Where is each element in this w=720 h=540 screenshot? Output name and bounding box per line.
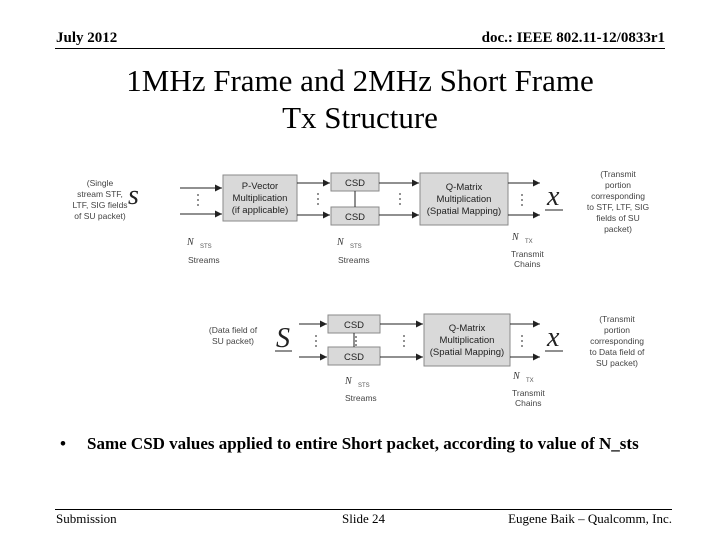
d2-n1-label: Streams — [345, 393, 377, 403]
slide-title-line2: Tx Structure — [282, 100, 438, 135]
d2-input-symbol: S — [276, 323, 290, 354]
d1-output-note-line: to STF, LTF, SIG — [586, 202, 650, 212]
d1-pvector-label: (if applicable) — [231, 205, 289, 216]
d1-input-note-line: stream STF, — [77, 189, 123, 199]
d1-csd-top-label: CSD — [344, 178, 366, 189]
d1-output-note-line: corresponding — [591, 191, 645, 201]
bullet-list — [60, 432, 680, 456]
d1-output-note — [587, 169, 649, 234]
header-doc-id: doc.: IEEE 802.11-12/0833r1 — [481, 30, 665, 46]
d1-n2-subscript: STS — [350, 244, 362, 250]
d1-n3-symbol: N — [512, 232, 519, 243]
d2-n2-label: Chains — [515, 398, 542, 408]
diagram1 — [72, 169, 649, 269]
d1-input-symbol: s — [128, 180, 139, 211]
d1-dots-icon — [521, 194, 523, 206]
d2-input-note-line: (Data field of — [208, 325, 258, 335]
d2-csd-top-label: CSD — [343, 320, 365, 331]
d2-output-symbol: x — [547, 322, 560, 353]
d2-csd-bottom-label: CSD — [343, 352, 365, 363]
d2-output-note-line: to Data field of — [589, 347, 645, 357]
bullet-item: Same CSD values applied to entire Short packet, according to value of N_sts — [87, 434, 639, 453]
d2-dots-icon — [521, 335, 523, 347]
d1-dots-icon — [197, 194, 199, 206]
d2-qmatrix-label: (Spatial Mapping) — [429, 347, 505, 358]
d1-n3-label: Chains — [514, 259, 541, 269]
d2-n2-subscript: TX — [526, 378, 534, 384]
d2-qmatrix-label: Q-Matrix — [448, 323, 486, 334]
d2-dots-icon — [355, 336, 357, 346]
d1-input-note-line: (Single — [86, 178, 114, 188]
d2-qmatrix-label: Multiplication — [439, 335, 495, 346]
d1-n1-symbol: N — [187, 237, 194, 248]
d1-output-symbol: x — [547, 181, 560, 212]
d1-output-note-line: portion — [605, 180, 631, 190]
d1-n2-label: Streams — [338, 255, 370, 265]
d1-qmatrix-label: (Spatial Mapping) — [426, 206, 502, 217]
d1-output-note-line: fields of SU — [596, 213, 640, 223]
d1-dots-icon — [399, 193, 401, 205]
d2-n2-label: Transmit — [512, 388, 545, 398]
bullet-marker: • — [60, 434, 66, 453]
d2-n1-symbol: N — [345, 376, 352, 387]
d1-n1-subscript: STS — [200, 244, 212, 250]
d2-output-note-line: portion — [604, 325, 630, 335]
footer-slide-number: Slide 24 — [342, 511, 385, 526]
d2-n2-symbol: N — [513, 371, 520, 382]
diagram2 — [209, 314, 645, 408]
d1-csd-bottom-label: CSD — [344, 212, 366, 223]
footer-submission: Submission — [56, 511, 117, 526]
d1-n1-label: Streams — [188, 255, 220, 265]
d2-output-note-line: (Transmit — [599, 314, 635, 324]
d1-n2-symbol: N — [337, 237, 344, 248]
d2-input-note — [209, 325, 258, 346]
d1-dots-icon — [317, 193, 319, 205]
footer-author: Eugene Baik – Qualcomm, Inc. — [508, 511, 672, 526]
d1-input-note-line: LTF, SIG fields — [72, 200, 128, 210]
d1-output-note-line: packet) — [604, 224, 632, 234]
d2-output-note-line: corresponding — [590, 336, 644, 346]
d2-output-note-line: SU packet) — [595, 358, 639, 368]
d1-qmatrix-label: Multiplication — [436, 194, 492, 205]
d2-dots-icon — [403, 335, 405, 347]
d2-n1-subscript: STS — [358, 383, 370, 389]
d1-n3-label: Transmit — [511, 249, 544, 259]
d1-pvector-label: P-Vector — [241, 181, 279, 192]
header-date: July 2012 — [56, 30, 118, 46]
d1-pvector-label: Multiplication — [232, 193, 288, 204]
d2-output-note — [590, 314, 645, 368]
slide-title-line1: 1MHz Frame and 2MHz Short Frame — [126, 63, 594, 98]
d2-dots-icon — [315, 335, 317, 347]
d1-qmatrix-label: Q-Matrix — [445, 182, 483, 193]
d2-input-note-line: SU packet) — [211, 336, 255, 346]
d1-input-note — [72, 178, 127, 221]
d1-output-note-line: (Transmit — [600, 169, 636, 179]
d1-input-note-line: of SU packet) — [74, 211, 126, 221]
footer-rule — [55, 509, 672, 510]
d1-n3-subscript: TX — [525, 239, 533, 245]
